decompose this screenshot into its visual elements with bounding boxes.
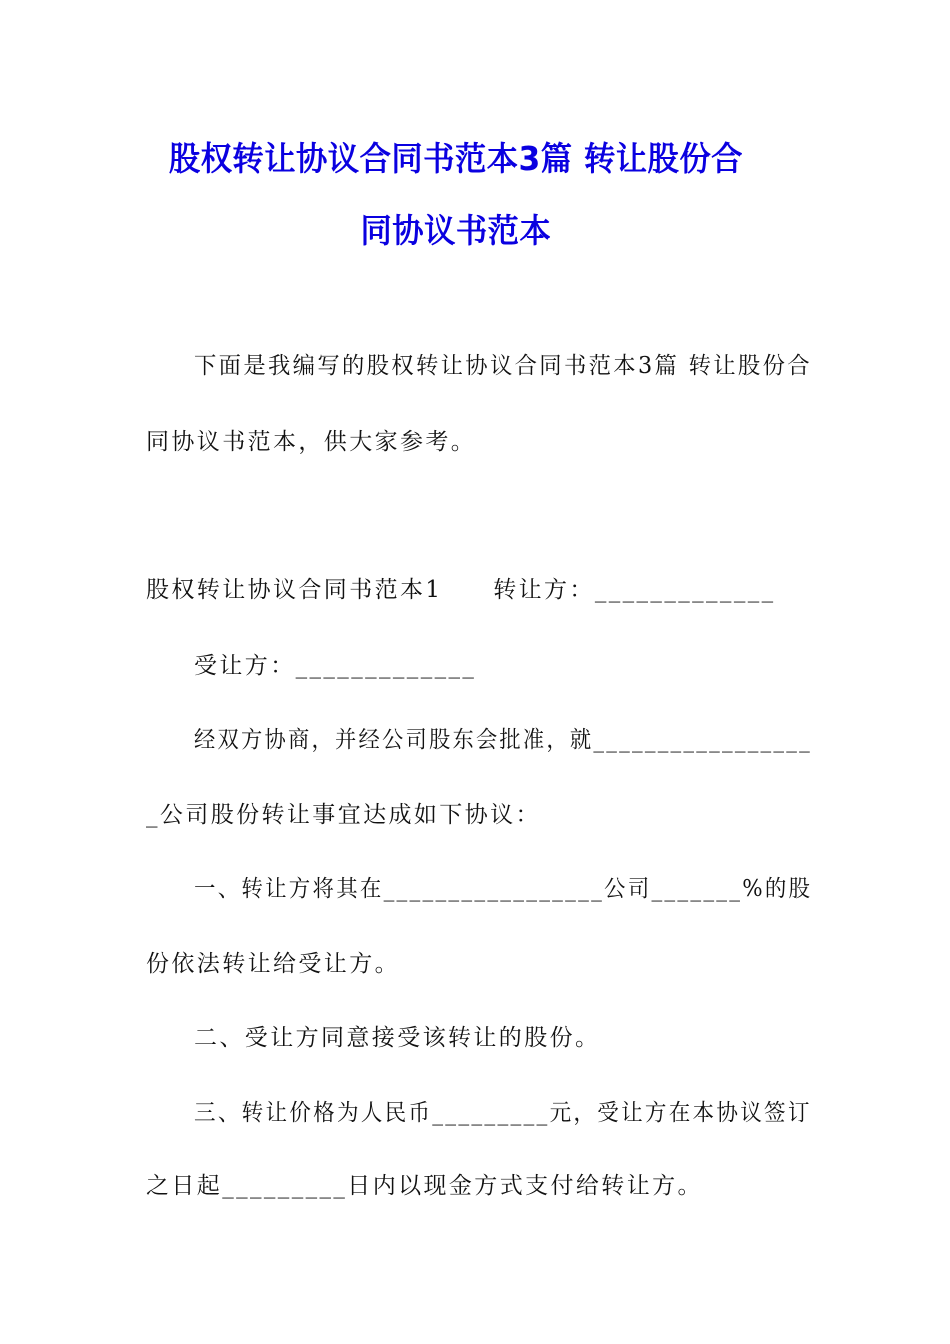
agreement-paragraph-line-1: 经双方协商，并经公司股东会批准，就_________________ bbox=[194, 727, 813, 753]
clause-three-line-2: 之日起_________日内以现金方式支付给转让方。 bbox=[146, 1173, 703, 1199]
intro-paragraph-line-2: 同协议书范本，供大家参考。 bbox=[146, 429, 477, 455]
clause-two: 二、受让方同意接受该转让的股份。 bbox=[194, 1025, 601, 1051]
clause-one-line-2: 份依法转让给受让方。 bbox=[146, 951, 400, 977]
intro-paragraph-line-1: 下面是我编写的股权转让协议合同书范本3篇 转让股份合 bbox=[194, 353, 812, 379]
clause-one-line-1: 一、转让方将其在_________________公司_______%的股 bbox=[194, 876, 813, 902]
agreement-paragraph-line-2: _公司股份转让事宜达成如下协议： bbox=[146, 802, 541, 828]
section-heading-transferor: 股权转让协议合同书范本1 转让方：_____________ bbox=[146, 577, 776, 603]
document-title-line-1: 股权转让协议合同书范本3篇 转让股份合 bbox=[168, 139, 743, 178]
clause-three-line-1: 三、转让价格为人民币_________元，受让方在本协议签订 bbox=[194, 1100, 812, 1126]
transferee-line: 受让方：_____________ bbox=[194, 653, 477, 679]
document-title-line-2: 同协议书范本 bbox=[360, 211, 552, 250]
